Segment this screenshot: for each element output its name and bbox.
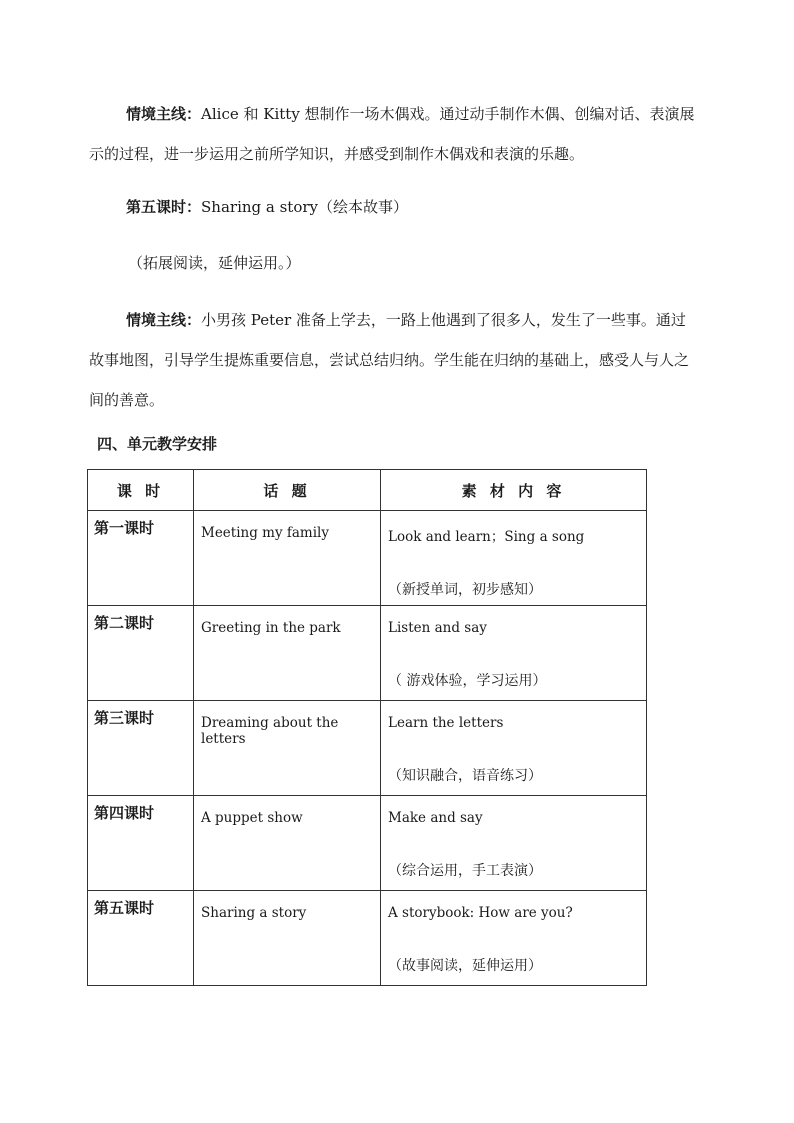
- lesson-label: 第三课时: [94, 709, 155, 727]
- topic-text: Sharing a story: [201, 905, 307, 921]
- table-row: [88, 606, 647, 701]
- table-row: [88, 891, 647, 986]
- paragraph-text: 小男孩 Peter 准备上学去，一路上他遇到了很多人，发生了一些事。通过故事地图，引导学生提炼重要信息，尝试总结归纳。学生能在归纳的基础上，感受人与人之间的善意。: [89, 311, 690, 409]
- material-cell: [381, 891, 647, 986]
- paragraph-scenario-2: [89, 300, 699, 420]
- topic-text: Dreaming about the letters: [201, 715, 339, 747]
- table-header-lesson: 课 时: [88, 470, 194, 511]
- paragraph-label: 情境主线：: [126, 311, 202, 329]
- topic-cell: [194, 606, 381, 701]
- paragraph-text: （拓展阅读，延伸运用。）: [128, 254, 301, 272]
- lesson-cell: [88, 701, 194, 796]
- topic-cell: [194, 511, 381, 606]
- table-header-topic: 话 题: [194, 470, 381, 511]
- topic-text: Greeting in the park: [201, 620, 341, 636]
- schedule-table: [87, 469, 647, 986]
- paragraph-label: 情境主线：: [126, 105, 202, 123]
- paragraph-scenario-1: [89, 94, 699, 174]
- topic-text: Meeting my family: [201, 525, 329, 541]
- material-note: （ 游戏体验，学习运用）: [388, 673, 547, 689]
- lesson-label: 第五课时: [94, 899, 155, 917]
- material-cell: [381, 701, 647, 796]
- paragraph-note: [128, 243, 738, 283]
- material-text: A storybook: How are you?: [388, 905, 573, 921]
- lesson-cell: [88, 796, 194, 891]
- topic-text: A puppet show: [201, 810, 303, 826]
- material-cell: [381, 796, 647, 891]
- paragraph-label: 第五课时：: [126, 198, 202, 216]
- table-header-row: [88, 470, 647, 511]
- material-text: Make and say: [388, 810, 483, 826]
- section-heading: 四、单元教学安排: [97, 435, 218, 453]
- lesson-label: 第四课时: [94, 804, 155, 822]
- topic-cell: [194, 796, 381, 891]
- material-note: （故事阅读，延伸运用）: [388, 958, 542, 974]
- table-row: [88, 701, 647, 796]
- lesson-cell: [88, 511, 194, 606]
- table-row: [88, 511, 647, 606]
- topic-cell: [194, 701, 381, 796]
- lesson-label: 第一课时: [94, 519, 155, 537]
- material-cell: [381, 606, 647, 701]
- paragraph-text: Alice 和 Kitty 想制作一场木偶戏。通过动手制作木偶、创编对话、表演展示的过程，进一步运用之前所学知识，并感受到制作木偶戏和表演的乐趣。: [89, 105, 695, 163]
- lesson-cell: [88, 891, 194, 986]
- material-note: （知识融合，语音练习）: [388, 768, 542, 784]
- table-row: [88, 796, 647, 891]
- material-note: （新授单词，初步感知）: [388, 582, 542, 598]
- paragraph-text: Sharing a story（绘本故事）: [201, 198, 409, 216]
- lesson-label: 第二课时: [94, 614, 155, 632]
- material-note: （综合运用，手工表演）: [388, 863, 542, 879]
- material-text: Learn the letters: [388, 715, 504, 731]
- topic-cell: [194, 891, 381, 986]
- material-cell: [381, 511, 647, 606]
- paragraph-lesson-five: [89, 187, 699, 227]
- lesson-cell: [88, 606, 194, 701]
- material-text: Listen and say: [388, 620, 487, 636]
- material-text: Look and learn；Sing a song: [388, 529, 585, 545]
- table-header-material: 素 材 内 容: [381, 470, 647, 511]
